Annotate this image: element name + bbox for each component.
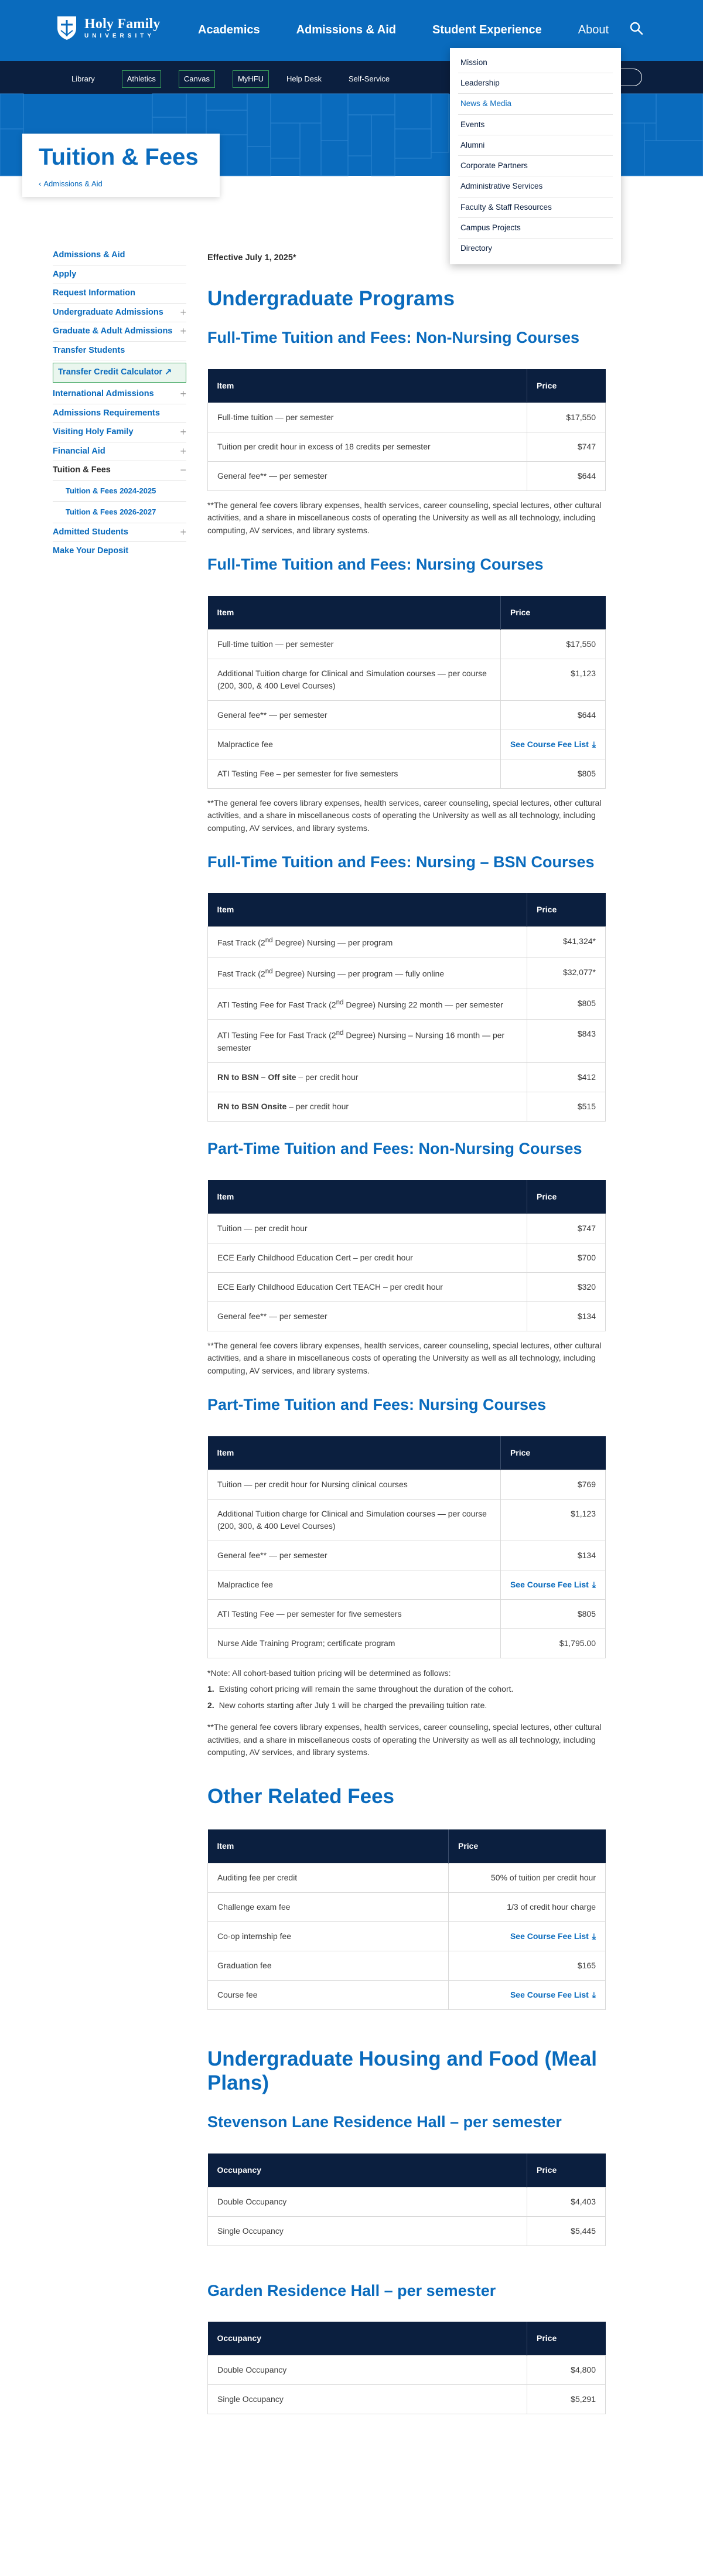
shield-logo-icon [56, 15, 77, 41]
expand-plus-icon[interactable]: + [180, 387, 186, 400]
course-fee-list-link[interactable]: See Course Fee List ⤓ [500, 730, 605, 759]
col-price: Price [500, 596, 605, 630]
item-cell: Graduation fee [208, 1951, 449, 1981]
page-title-card [22, 134, 220, 197]
sidebar-item-transfer-students[interactable] [53, 342, 186, 361]
nav-admissions-aid[interactable]: Admissions & Aid [296, 23, 397, 36]
expand-plus-icon[interactable]: + [180, 306, 186, 318]
cohort-list [207, 1682, 617, 1713]
price-cell: $4,403 [527, 2187, 606, 2216]
price-cell: $17,550 [527, 403, 606, 432]
col-occupancy: Occupancy [208, 2322, 527, 2356]
course-fee-list-link[interactable]: See Course Fee List ⤓ [500, 1570, 605, 1599]
list-item: 2. New cohorts starting after July 1 will be charged the prevailing tuition rate. [207, 1701, 487, 1710]
sidebar-item-graduate-adult[interactable] [53, 322, 186, 342]
price-cell: $805 [500, 759, 605, 788]
price-cell: $843 [527, 1020, 606, 1063]
breadcrumb-label: Admissions & Aid [43, 179, 103, 188]
item-cell: RN to BSN Onsite – per credit hour [208, 1092, 527, 1122]
sidebar-item-label: Admissions & Aid [53, 250, 125, 260]
fee-table [207, 1829, 606, 2010]
price-cell: $805 [527, 989, 606, 1020]
col-price: Price [527, 2322, 606, 2356]
item-cell: General fee** — per semester [208, 700, 501, 730]
item-cell: Double Occupancy [208, 2187, 527, 2216]
undergrad-heading: Undergraduate Programs [207, 287, 455, 310]
price-cell: $1,123 [500, 1499, 605, 1541]
download-icon: ⤓ [592, 1990, 596, 2000]
item-cell: Auditing fee per credit [208, 1863, 449, 1893]
sidebar-item-label: Tuition & Fees [53, 465, 111, 475]
col-price: Price [449, 1829, 606, 1863]
course-fee-list-link[interactable]: See Course Fee List ⤓ [449, 1981, 606, 2010]
fee-table [207, 596, 606, 789]
fee-table [207, 369, 606, 491]
menu-item-corporate-partners[interactable]: Corporate Partners [458, 156, 613, 176]
price-cell: $515 [527, 1092, 606, 1122]
item-cell: Additional Tuition charge for Clinical and Simulation courses — per course (200, 300, & 400 Level Courses) [208, 659, 501, 700]
util-myhfu[interactable]: MyHFU [233, 70, 269, 88]
item-cell: Tuition — per credit hour for Nursing clinical courses [208, 1470, 501, 1499]
menu-item-events[interactable]: Events [458, 115, 613, 135]
item-cell: General fee** — per semester [208, 461, 527, 490]
other-fees-heading: Other Related Fees [207, 1785, 394, 1808]
table-row [208, 2187, 606, 2216]
price-cell: $644 [527, 461, 606, 490]
sidebar-subitem-2024-2025[interactable]: Tuition & Fees 2024-2025 [53, 481, 186, 502]
sidebar-item-make-deposit[interactable] [53, 542, 186, 561]
price-cell: $320 [527, 1272, 606, 1301]
util-athletics[interactable]: Athletics [122, 70, 161, 88]
table-row [208, 958, 606, 989]
col-price: Price [527, 893, 606, 927]
menu-item-directory[interactable]: Directory [460, 243, 493, 253]
fee-table [207, 1436, 606, 1658]
price-cell: $644 [500, 700, 605, 730]
price-cell: $700 [527, 1243, 606, 1272]
section-heading: Full-Time Tuition and Fees: Non-Nursing Courses [207, 329, 580, 346]
table-row [208, 1863, 606, 1893]
price-cell: $17,550 [500, 629, 605, 659]
logo-name: Holy Family [84, 16, 161, 32]
expand-plus-icon[interactable]: + [180, 445, 186, 457]
section-heading: Full-Time Tuition and Fees: Nursing Courses [207, 555, 544, 573]
price-cell: $4,800 [527, 2356, 606, 2385]
sidebar-item-financial-aid[interactable] [53, 442, 186, 462]
table-row [208, 2385, 606, 2414]
table-row [208, 1272, 606, 1301]
price-cell: 1/3 of credit hour charge [449, 1893, 606, 1922]
table-row [208, 1628, 606, 1658]
table-row [208, 759, 606, 788]
housing-heading: Undergraduate Housing and Food (Meal Plans) [207, 2047, 598, 2094]
sidebar-nav [53, 246, 186, 561]
general-fee-footnote: **The general fee covers library expenses, health services, career counseling, special lectures, other cultural activities, and a share in miscellaneous costs of operating the University as well as all technology, including computing, AV services, and library systems. [207, 1722, 602, 1757]
item-cell: Double Occupancy [208, 2356, 527, 2385]
menu-item-administrative-services[interactable]: Administrative Services [458, 176, 613, 197]
table-row [208, 1951, 606, 1981]
item-cell: ATI Testing Fee — per semester for five semesters [208, 1599, 501, 1628]
expand-plus-icon[interactable]: + [180, 426, 186, 438]
table-row [208, 461, 606, 490]
cohort-pricing-note [207, 1667, 617, 1713]
sidebar-item-request-information[interactable] [53, 284, 186, 304]
nav-about[interactable]: About [578, 23, 609, 36]
table-row [208, 1214, 606, 1243]
price-cell: $5,445 [527, 2216, 606, 2246]
menu-item-faculty-staff-resources[interactable]: Faculty & Staff Resources [458, 197, 613, 218]
sidebar-item-label: Admissions Requirements [53, 408, 160, 418]
col-item: Item [208, 1180, 527, 1214]
download-icon: ⤓ [592, 1579, 596, 1589]
item-cell: Malpractice fee [208, 1570, 501, 1599]
sidebar-item-label: Undergraduate Admissions [53, 307, 163, 317]
table-row [208, 1470, 606, 1499]
item-cell: RN to BSN – Off site – per credit hour [208, 1063, 527, 1092]
table-row [208, 1541, 606, 1570]
fee-table [207, 893, 606, 1122]
table-row [208, 1301, 606, 1331]
col-occupancy: Occupancy [208, 2154, 527, 2187]
price-cell: $805 [500, 1599, 605, 1628]
price-cell: $747 [527, 432, 606, 461]
utility-links [71, 70, 417, 88]
menu-item-mission[interactable]: Mission [458, 53, 613, 73]
sidebar-item-label: Transfer Credit Calculator ↗ [58, 367, 172, 377]
sidebar-item-apply[interactable] [53, 265, 186, 285]
sidebar-item-transfer-credit-calculator[interactable] [53, 363, 186, 383]
logo-text [84, 17, 161, 39]
about-dropdown-menu [450, 48, 621, 264]
collapse-minus-icon[interactable]: − [180, 464, 186, 476]
sidebar-item-visiting[interactable] [53, 423, 186, 442]
item-cell: Fast Track (2nd Degree) Nursing — per program [208, 927, 527, 958]
item-cell: Malpractice fee [208, 730, 501, 759]
col-price: Price [527, 2154, 606, 2187]
table-row [208, 989, 606, 1020]
price-cell: $747 [527, 1214, 606, 1243]
table-row [208, 1599, 606, 1628]
table-row [208, 1063, 606, 1092]
sidebar-item-admitted-students[interactable] [53, 523, 186, 543]
sidebar-item-label: Graduate & Adult Admissions [53, 326, 173, 336]
section-heading: Part-Time Tuition and Fees: Nursing Courses [207, 1395, 547, 1413]
price-cell: $1,123 [500, 659, 605, 700]
chevron-left-icon: ‹ [39, 179, 42, 188]
search-icon[interactable] [629, 21, 643, 35]
table-row [208, 730, 606, 759]
sidebar-subitem-2026-2027[interactable]: Tuition & Fees 2026-2027 [53, 502, 186, 523]
price-cell: $769 [500, 1470, 605, 1499]
item-cell: Tuition — per credit hour [208, 1214, 527, 1243]
sidebar-item-label: International Admissions [53, 389, 154, 398]
sidebar-item-label: Make Your Deposit [53, 546, 129, 556]
item-cell: Co-op internship fee [208, 1922, 449, 1951]
sidebar-item-undergraduate-admissions[interactable] [53, 304, 186, 323]
util-self-service[interactable]: Self-Service [348, 74, 390, 83]
table-row [208, 1020, 606, 1063]
general-fee-footnote: **The general fee covers library expenses, health services, career counseling, special lectures, other cultural activities, and a share in miscellaneous costs of operating the University as well as all technology, including computing, AV services, and library systems. [207, 798, 602, 833]
col-item: Item [208, 893, 527, 927]
housing-table [207, 2154, 606, 2246]
sidebar-item-tuition-fees[interactable] [53, 461, 186, 481]
download-icon: ⤓ [592, 1931, 596, 1941]
table-row [208, 403, 606, 432]
item-cell: Course fee [208, 1981, 449, 2010]
item-cell: Additional Tuition charge for Clinical and Simulation courses — per course (200, 300, & 400 Level Courses) [208, 1499, 501, 1541]
item-cell: General fee** — per semester [208, 1301, 527, 1331]
sidebar-item-label: Transfer Students [53, 345, 125, 355]
price-cell: $134 [500, 1541, 605, 1570]
cohort-note-text: *Note: All cohort-based tuition pricing will be determined as follows: [207, 1668, 451, 1678]
col-item: Item [208, 596, 501, 630]
logo-sub: UNIVERSITY [84, 33, 155, 39]
util-help-desk[interactable]: Help Desk [286, 74, 322, 83]
item-cell: Tuition per credit hour in excess of 18 credits per semester [208, 432, 527, 461]
list-item: 1. Existing cohort pricing will remain the same throughout the duration of the cohort. [207, 1684, 514, 1694]
sidebar-item-international-admissions[interactable] [53, 385, 186, 404]
price-cell: $1,795.00 [500, 1628, 605, 1658]
section-heading: Garden Residence Hall – per semester [207, 2281, 496, 2299]
item-cell: Full-time tuition — per semester [208, 403, 527, 432]
price-cell: 50% of tuition per credit hour [449, 1863, 606, 1893]
external-link-icon: ↗ [165, 367, 172, 377]
section-heading: Stevenson Lane Residence Hall – per semester [207, 2112, 562, 2131]
expand-plus-icon[interactable]: + [180, 325, 186, 338]
menu-item-leadership[interactable]: Leadership [458, 73, 613, 94]
sidebar-item-label: Visiting Holy Family [53, 427, 134, 437]
table-row [208, 1243, 606, 1272]
sidebar-item-label: Apply [53, 269, 77, 279]
table-row [208, 700, 606, 730]
table-row [208, 432, 606, 461]
item-cell: Fast Track (2nd Degree) Nursing — per program — fully online [208, 958, 527, 989]
table-row [208, 1893, 606, 1922]
expand-plus-icon[interactable]: + [180, 526, 186, 538]
item-cell: Challenge exam fee [208, 1893, 449, 1922]
table-row [208, 1570, 606, 1599]
section-heading: Full-Time Tuition and Fees: Nursing – BSN Courses [207, 853, 595, 871]
sidebar-item-admissions-aid[interactable] [53, 246, 186, 265]
table-row [208, 1499, 606, 1541]
page-title: Tuition & Fees [39, 144, 199, 170]
price-cell: $412 [527, 1063, 606, 1092]
col-price: Price [527, 1180, 606, 1214]
main-content [207, 246, 617, 2414]
item-cell: ATI Testing Fee – per semester for five semesters [208, 759, 501, 788]
item-cell: ECE Early Childhood Education Cert TEACH – per credit hour [208, 1272, 527, 1301]
main-nav [198, 21, 645, 39]
fee-table [207, 1180, 606, 1331]
nav-student-experience[interactable]: Student Experience [432, 23, 542, 36]
item-cell: ATI Testing Fee for Fast Track (2nd Degree) Nursing – Nursing 16 month — per semester [208, 1020, 527, 1063]
item-cell: Nurse Aide Training Program; certificate program [208, 1628, 501, 1658]
sidebar-item-label: Financial Aid [53, 446, 105, 456]
col-price: Price [527, 369, 606, 403]
table-row [208, 659, 606, 700]
general-fee-footnote: **The general fee covers library expenses, health services, career counseling, special lectures, other cultural activities, and a share in miscellaneous costs of operating the University as well as all technology, including computing, AV services, and library systems. [207, 500, 602, 536]
table-row [208, 1981, 606, 2010]
effective-date: Effective July 1, 2025* [207, 253, 296, 263]
col-item: Item [208, 1436, 501, 1470]
download-icon: ⤓ [592, 739, 596, 749]
table-row [208, 2356, 606, 2385]
housing-table [207, 2322, 606, 2414]
sidebar-item-label: Request Information [53, 288, 135, 298]
menu-item-alumni[interactable]: Alumni [458, 135, 613, 156]
item-cell: ATI Testing Fee for Fast Track (2nd Degree) Nursing 22 month — per semester [208, 989, 527, 1020]
util-library[interactable]: Library [71, 74, 95, 83]
breadcrumb[interactable] [39, 178, 203, 190]
sidebar-item-admissions-requirements[interactable] [53, 404, 186, 424]
item-cell: ECE Early Childhood Education Cert – per credit hour [208, 1243, 527, 1272]
item-cell: General fee** — per semester [208, 1541, 501, 1570]
item-cell: Full-time tuition — per semester [208, 629, 501, 659]
general-fee-footnote: **The general fee covers library expenses, health services, career counseling, special lectures, other cultural activities, and a share in miscellaneous costs of operating the University as well as all technology, including computing, AV services, and library systems. [207, 1340, 602, 1376]
item-cell: Single Occupancy [208, 2385, 527, 2414]
menu-item-campus-projects[interactable]: Campus Projects [458, 218, 613, 238]
price-cell: $165 [449, 1951, 606, 1981]
table-row [208, 629, 606, 659]
section-heading: Part-Time Tuition and Fees: Non-Nursing Courses [207, 1140, 582, 1157]
col-item: Item [208, 1829, 449, 1863]
col-price: Price [500, 1436, 605, 1470]
price-cell: $5,291 [527, 2385, 606, 2414]
table-row [208, 1092, 606, 1122]
price-cell: $41,324* [527, 927, 606, 958]
table-row [208, 2216, 606, 2246]
menu-item-news-media[interactable]: News & Media [458, 94, 613, 114]
table-row [208, 927, 606, 958]
nav-academics[interactable]: Academics [198, 23, 260, 36]
item-cell: Single Occupancy [208, 2216, 527, 2246]
price-cell: $32,077* [527, 958, 606, 989]
course-fee-list-link[interactable]: See Course Fee List ⤓ [449, 1922, 606, 1951]
col-item: Item [208, 369, 527, 403]
util-canvas[interactable]: Canvas [179, 70, 215, 88]
logo[interactable] [56, 15, 161, 41]
sidebar-item-label: Admitted Students [53, 527, 128, 537]
price-cell: $134 [527, 1301, 606, 1331]
table-row [208, 1922, 606, 1951]
